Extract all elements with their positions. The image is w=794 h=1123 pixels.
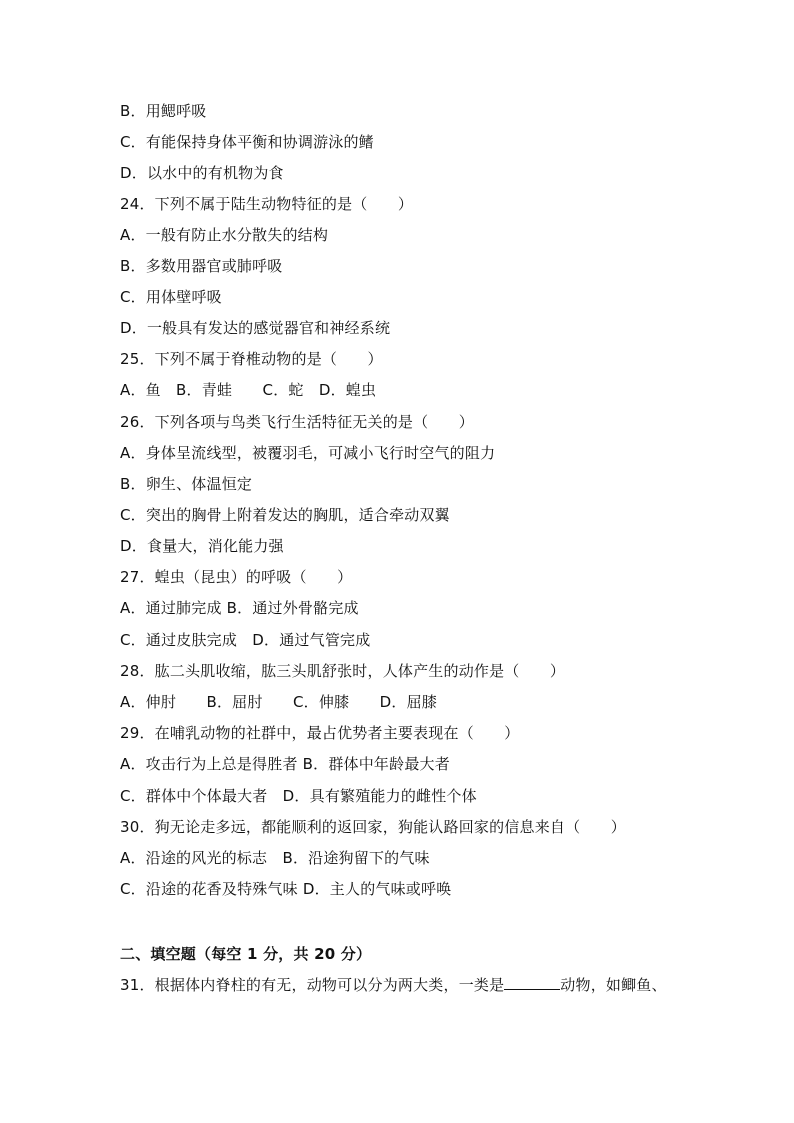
- option-line: C．群体中个体最大者 D．具有繁殖能力的雌性个体: [120, 787, 477, 805]
- option-line: A．伸肘 B．屈肘 C．伸膝 D．屈膝: [120, 693, 437, 711]
- option-line: B．卵生、体温恒定: [120, 475, 253, 493]
- option-line: B．用鳃呼吸: [120, 102, 207, 120]
- question-31-text-after: 动物，如鲫鱼、: [560, 976, 667, 994]
- option-line: A．鱼 B．青蛙 C．蛇 D．蝗虫: [120, 381, 377, 399]
- option-line: A．通过肺完成 B．通过外骨骼完成: [120, 599, 359, 617]
- question-31-text-before: 31．根据体内脊柱的有无，动物可以分为两大类，一类是: [120, 976, 505, 994]
- question-line: 27．蝗虫（昆虫）的呼吸（ ）: [120, 568, 353, 586]
- option-line: C．有能保持身体平衡和协调游泳的鳍: [120, 133, 374, 151]
- option-line: A．一般有防止水分散失的结构: [120, 226, 329, 244]
- option-line: D．以水中的有机物为食: [120, 164, 284, 182]
- option-line: A．身体呈流线型，被覆羽毛，可减小飞行时空气的阻力: [120, 444, 496, 462]
- option-line: C．突出的胸骨上附着发达的胸肌，适合牵动双翼: [120, 506, 450, 524]
- option-line: A．沿途的风光的标志 B．沿途狗留下的气味: [120, 849, 430, 867]
- option-line: C．用体壁呼吸: [120, 288, 222, 306]
- option-line: D．一般具有发达的感觉器官和神经系统: [120, 319, 391, 337]
- question-line: 26．下列各项与鸟类飞行生活特征无关的是（ ）: [120, 413, 474, 431]
- question-31: [120, 975, 667, 995]
- section-title: 二、填空题（每空 1 分，共 20 分）: [120, 945, 372, 963]
- option-line: D．食量大，消化能力强: [120, 537, 284, 555]
- question-line: 25．下列不属于脊椎动物的是（ ）: [120, 350, 383, 368]
- option-line: A．攻击行为上总是得胜者 B．群体中年龄最大者: [120, 755, 450, 773]
- option-line: B．多数用器官或肺呼吸: [120, 257, 283, 275]
- question-line: 24．下列不属于陆生动物特征的是（ ）: [120, 195, 414, 213]
- option-line: C．通过皮肤完成 D．通过气管完成: [120, 631, 371, 649]
- question-line: 30．狗无论走多远，都能顺利的返回家，狗能认路回家的信息来自（ ）: [120, 818, 626, 836]
- question-line: 29．在哺乳动物的社群中，最占优势者主要表现在（ ）: [120, 724, 520, 742]
- answer-blank[interactable]: [504, 975, 560, 990]
- question-line: 28．肱二头肌收缩，肱三头肌舒张时，人体产生的动作是（ ）: [120, 662, 566, 680]
- option-line: C．沿途的花香及特殊气味 D．主人的气味或呼唤: [120, 880, 452, 898]
